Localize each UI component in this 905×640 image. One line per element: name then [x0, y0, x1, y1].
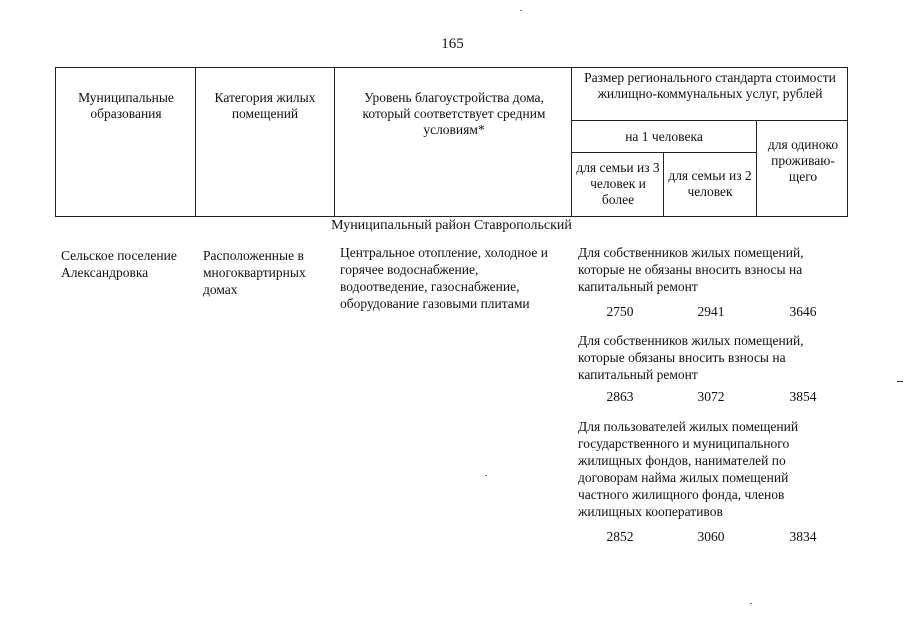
value-single: 3854	[789, 389, 817, 404]
value-single: 3834	[789, 529, 817, 544]
header-single: для одиноко проживаю-щего	[767, 137, 839, 184]
value-family-3: 2863	[606, 389, 634, 404]
scan-speck	[750, 603, 752, 604]
header-improvement: Уровень благоустройства дома, который соответствует средним условиям*	[362, 90, 546, 137]
header-category: Категория жилых помещений	[214, 90, 316, 121]
value-family-2: 3060	[697, 529, 725, 544]
group-description: Для собственников жилых помещений, которые не обязаны вносить взносы на капитальный ремонт	[578, 245, 804, 294]
header-municipality: Муниципальные образования	[78, 90, 174, 121]
column-divider	[195, 68, 196, 216]
cell-municipality: Сельское поселение Александровка	[61, 248, 177, 280]
header-family-2: для семьи из 2 человек	[668, 168, 752, 199]
header-family-3: для семьи из 3 человек и более	[576, 160, 660, 207]
cell-improvement: Центральное отопление, холодное и горячее водоснабжение, водоотведение, газоснабжение, оборудование газовыми плитами	[340, 245, 548, 311]
value-family-3: 2852	[606, 529, 634, 544]
page-number: 165	[441, 36, 464, 52]
column-divider	[663, 152, 664, 216]
value-single: 3646	[789, 304, 817, 319]
value-family-3: 2750	[606, 304, 634, 319]
region-title: Муниципальный район Ставропольский	[331, 218, 572, 233]
cell-category: Расположенные в многоквартирных домах	[203, 248, 306, 297]
margin-mark	[897, 381, 903, 382]
column-divider	[756, 120, 757, 216]
value-family-2: 3072	[697, 389, 725, 404]
header-standard: Размер регионального стандарта стоимости жилищно-коммунальных услуг, рублей	[584, 70, 836, 101]
column-divider	[571, 68, 572, 216]
header-per-person: на 1 человека	[625, 129, 703, 144]
scan-speck	[520, 10, 522, 11]
row-divider	[571, 120, 847, 121]
group-description: Для собственников жилых помещений, которые обязаны вносить взносы на капитальный ремонт	[578, 333, 804, 382]
column-divider	[334, 68, 335, 216]
scan-speck	[485, 475, 487, 476]
table-header	[55, 67, 848, 217]
group-description: Для пользователей жилых помещений государственного и муниципального жилищных фондов, нанимателей по договорам найма жилых помещений частного жилищного фонда, членов жилищных кооперативов	[578, 419, 799, 519]
value-family-2: 2941	[697, 304, 725, 319]
